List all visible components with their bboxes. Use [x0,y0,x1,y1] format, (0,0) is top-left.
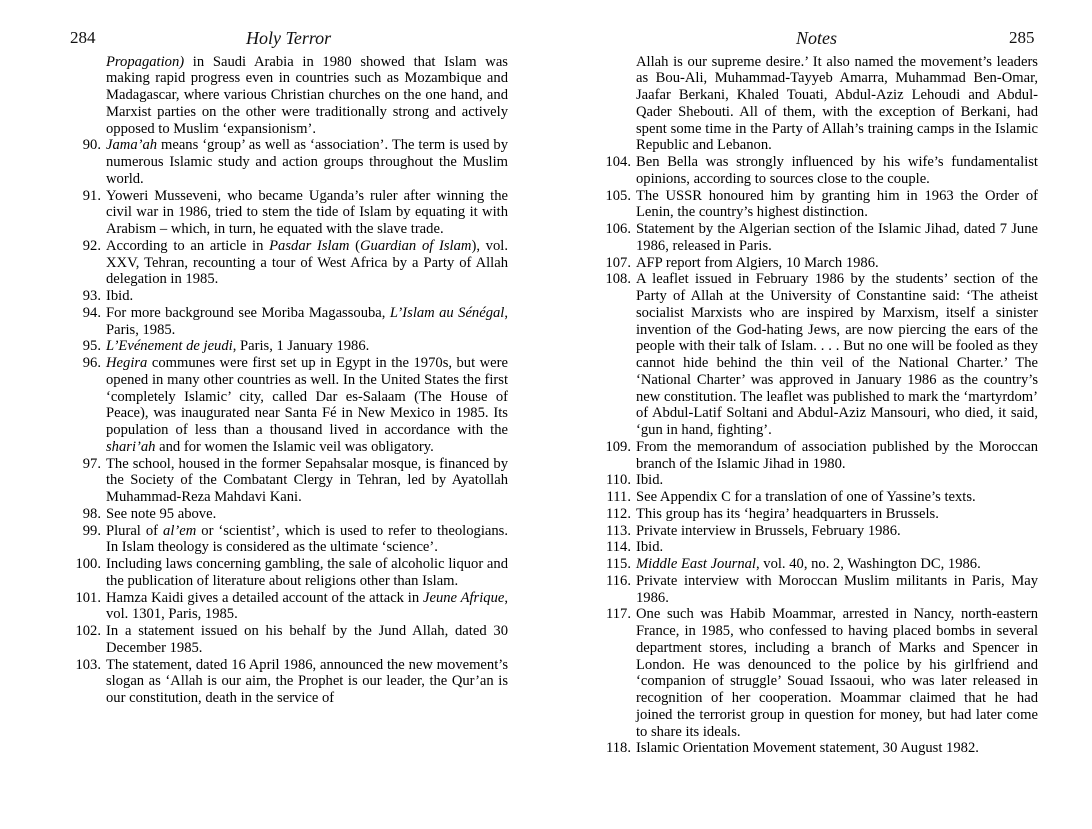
italic-text: Guardian of Islam [360,237,472,254]
note-number: 105. [605,187,631,204]
italic-text: L’Evénement de jeudi [106,338,233,355]
note-text: communes were first set up in Egypt in the 1970s, but were opened in many other countries as well. In the United States the first ‘completely Islamic’ city, called Dar es-Salaam (The House of Peace), was inaugurated near Santa Fé in New Mexico in 1985. Its population of less than a thousand lived in accordance with the [106,355,508,438]
note-text: From the memorandum of association published by the Moroccan branch of the Islamic Jihad in 1980. [636,438,1038,472]
italic-text: al’em [163,522,197,539]
note-item [600,523,1038,540]
italic-text: Middle East Journal [636,556,756,572]
note-text: For more background see Moriba Magassouba, [106,304,390,321]
left-notes-list [70,54,508,707]
note-text: , Paris, 1985. [106,304,509,338]
note-number: 110. [606,472,631,489]
note-text: Private interview in Brussels, February 1986. [636,522,901,539]
italic-text: Jama’ah [106,137,158,154]
italic-text: shari’ah [106,438,156,455]
note-text: See note 95 above. [106,505,217,522]
note-item [70,556,508,590]
note-item [600,573,1038,607]
note-item [600,506,1038,523]
note-text: and for women the Islamic veil was obligatory. [155,438,434,455]
note-text: Ibid. [106,288,134,304]
note-number: 93. [82,288,101,304]
note-item [70,456,508,506]
note-text: ( [349,237,361,254]
note-item [70,188,508,238]
note-item [70,338,508,355]
note-text: A leaflet issued in February 1986 by the students’ section of the Party of Allah at the University of Constantine said: ‘The atheist socialist Marxists who are inspired by Marxism, itself a sinister invention of the God-hating Jews, are now piercing the ears of the people with their talk of Islam. . . . But no one will be fooled as they cannot hide behind the thin veil of the National Charter.’ The ‘National Charter’ was approved in January 1986 as the country’s new constitution. The leaflet was published to mark the ‘martyrdom’ of Abdul-Latif Soltani and Abdul-Aziz Mansouri, who died, it said, ‘gun in hand, fighting’. [636,271,1038,438]
note-text: Plural of [106,522,164,539]
note-number: 94. [82,304,101,321]
note-item [70,137,508,187]
note-text: , vol. 1301, Paris, 1985. [106,589,508,623]
note-text: Ibid. [636,472,664,489]
note-item [70,506,508,523]
note-text: This group has its ‘hegira’ headquarters in Brussels. [636,505,939,522]
note-number: 100. [75,556,101,572]
note-number: 101. [75,589,101,606]
note-item [600,439,1038,473]
page-number: 284 [70,28,96,47]
note-text: See Appendix C for a translation of one of Yassine’s texts. [636,489,976,505]
note-number: 97. [82,455,101,472]
note-item [600,271,1038,439]
note-item [70,523,508,557]
note-number: 116. [606,572,631,589]
note-item [600,255,1038,272]
note-number: 118. [606,740,631,757]
note-item [600,606,1038,740]
note-text: The school, housed in the former Sepahsalar mosque, is financed by the Society of the Combatant Clergy in Tehran, led by Ayatollah Muhammad-Reza Mahdavi Kani. [106,455,508,505]
note-text: Including laws concerning gambling, the sale of alcoholic liquor and the publication of literature about religions other than Islam. [106,556,508,589]
italic-text: Propagation) [106,53,185,70]
note-text: Islamic Orientation Movement statement, 30 August 1982. [636,740,979,757]
note-text: or ‘scientist’, which is used to refer to theologians. In Islam theology is considered as the ultimate ‘science’. [106,522,508,556]
note-text: The USSR honoured him by granting him in 1963 the Order of Lenin, the country’s highest distinction. [636,187,1038,221]
note-item [70,355,508,456]
note-number: 115. [606,556,631,572]
note-text: Statement by the Algerian section of the Islamic Jihad, dated 7 June 1986, released in Paris. [636,221,1038,254]
right-notes-list [600,54,1038,758]
note-number: 90. [82,137,101,154]
note-number: 114. [606,539,631,556]
note-item [70,305,508,339]
note-number: 111. [606,489,631,505]
italic-text: Pasdar Islam [269,237,350,254]
note-text: Ibid. [636,539,664,556]
note-item [600,539,1038,556]
note-item [600,556,1038,573]
page-number: 285 [1009,28,1035,47]
note-item [600,472,1038,489]
note-text: Yoweri Musseveni, who became Uganda’s ruler after winning the civil war in 1986, tried to stem the tide of Islam by equating it with Arabism – which, in turn, he equated with the slave trade. [106,187,508,237]
note-number: 103. [75,656,101,673]
note-text: ), vol. XXV, Tehran, recounting a tour of West Africa by a Party of Allah delegation in 1985. [106,237,508,288]
note-text: One such was Habib Moammar, arrested in Nancy, north-eastern France, in 1985, who confessed to having placed bombs in several department stores, including a branch of Marks and Spencer in London. He was denounced to the police by his girlfriend and ‘companion of struggle’ Souad Issaoui, who was later released in recognition of her cooperation. Moammar claimed that he had joined the terrorist group in question for money, but had later come to share its ideals. [636,606,1038,740]
note-number: 96. [82,355,101,371]
note-text: , vol. 40, no. 2, Washington DC, 1986. [755,556,981,572]
note-item [70,590,508,624]
note-item [70,623,508,657]
note-item [70,657,508,707]
note-item [600,740,1038,757]
note-text: means ‘group’ as well as ‘association’. The term is used by numerous Islamic study and action groups throughout the Muslim world. [106,137,508,187]
note-text: In a statement issued on his behalf by the Jund Allah, dated 30 December 1985. [106,623,508,656]
note-number: 99. [82,522,101,539]
note-number: 108. [605,271,631,288]
note-item [70,288,508,305]
note-text: According to an article in [106,237,270,254]
note-item [600,489,1038,506]
note-item [70,238,508,288]
note-number: 113. [606,522,631,539]
note-continuation [70,54,508,138]
note-text: in Saudi Arabia in 1980 showed that Islam was making rapid progress even in countries such as Mozambique and Madagascar, where various Christian churches on the one hand, and Marxist parties on the other were traditionally strong and actively opposed to Muslim ‘expansionism’. [106,53,508,137]
note-item [600,188,1038,222]
note-item [600,154,1038,188]
note-text: Private interview with Moroccan Muslim militants in Paris, May 1986. [636,572,1038,606]
italic-text: Jeune Afrique [422,589,505,606]
note-number: 98. [82,505,101,522]
italic-text: Hegira [106,355,148,371]
note-item [600,221,1038,255]
note-number: 92. [82,237,101,254]
note-number: 91. [82,187,101,204]
note-number: 112. [606,505,631,522]
note-text: , Paris, 1 January 1986. [232,338,370,355]
note-number: 106. [605,221,631,237]
note-number: 95. [82,338,101,355]
italic-text: L’Islam au Sénégal [389,304,505,321]
note-number: 104. [605,154,631,170]
note-number: 107. [605,254,631,271]
running-title: Holy Terror [246,28,332,48]
note-number: 117. [606,606,631,623]
note-number: 102. [75,623,101,639]
note-text: Ben Bella was strongly influenced by his wife’s fundamentalist opinions, according to sources close to the couple. [636,154,1038,187]
note-text: The statement, dated 16 April 1986, announced the new movement’s slogan as ‘Allah is our aim, the Prophet is our leader, the Qur’an is our constitution, death in the service of [106,656,508,706]
running-title: Notes [796,28,838,48]
note-continuation [600,54,1038,155]
note-text: AFP report from Algiers, 10 March 1986. [636,254,879,271]
note-number: 109. [605,438,631,455]
note-text: Allah is our supreme desire.’ It also named the movement’s leaders as Bou-Ali, Muhammad-Tayyeb Amarra, Muhammad Ben-Omar, Jaafar Berkani, Khaled Touati, Abdul-Aziz Lehoudi and Abdul-Qader Shebouti. All of them, with the exception of Berkani, had spent some time in the Party of Allah’s training camps in the Islamic Republic and Lebanon. [636,53,1038,154]
note-text: Hamza Kaidi gives a detailed account of the attack in [106,589,423,606]
